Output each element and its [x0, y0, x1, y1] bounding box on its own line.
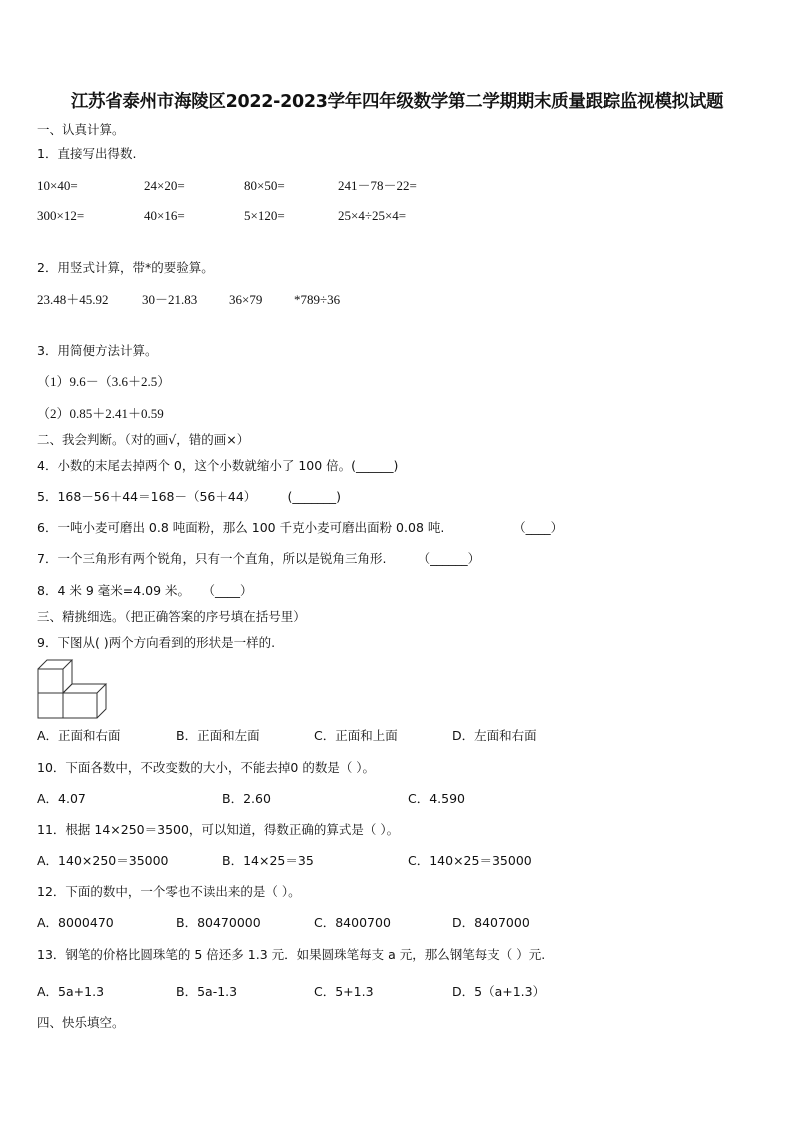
q11-option-b: B．14×25＝35 — [222, 853, 314, 868]
section-2-heading: 二、我会判断。（对的画√，错的画×） — [37, 432, 250, 447]
section-1-heading: 一、认真计算。 — [37, 122, 125, 137]
q11-option-a: A．140×250＝35000 — [37, 853, 169, 868]
q9-option-b: B．正面和左面 — [176, 728, 260, 743]
q13-stem: 13．钢笔的价格比圆珠笔的 5 倍还多 1.3 元．如果圆珠笔每支 a 元，那么钢笔每支（ ）元. — [37, 947, 546, 962]
q1-r2-c4: 25×4÷25×4= — [338, 208, 407, 223]
judge-q8: 8．4 米 9 毫米=4.09 米。 （____） — [37, 583, 253, 598]
q13-option-d: D．5（a+1.3） — [452, 984, 546, 999]
q2-stem: 2．用竖式计算，带*的要验算。 — [37, 260, 214, 275]
q12-option-c: C．8400700 — [314, 915, 391, 930]
judge-q5: 5．168－56＋44＝168－（56＋44） (_______) — [37, 489, 342, 504]
q2-item-1: 23.48＋45.92 — [37, 292, 109, 307]
q9-stem: 9．下图从( )两个方向看到的形状是一样的. — [37, 635, 276, 650]
q13-option-c: C．5+1.3 — [314, 984, 374, 999]
q13-option-b: B．5a-1.3 — [176, 984, 238, 999]
section-3-heading: 三、精挑细选。（把正确答案的序号填在括号里） — [37, 609, 306, 624]
q1-r1-c4: 241－78－22= — [338, 178, 417, 193]
q12-option-b: B．80470000 — [176, 915, 261, 930]
q10-stem: 10．下面各数中，不改变数的大小，不能去掉0 的数是（ ）。 — [37, 760, 376, 775]
q1-r2-c2: 40×16= — [144, 208, 185, 223]
q2-item-2: 30－21.83 — [142, 292, 198, 307]
q1-r1-c2: 24×20= — [144, 178, 185, 193]
judge-q4: 4．小数的末尾去掉两个 0，这个小数就缩小了 100 倍。(______) — [37, 458, 399, 473]
judge-q7: 7．一个三角形有两个锐角，只有一个直角，所以是锐角三角形. （______） — [37, 551, 481, 566]
q2-item-3: 36×79 — [229, 292, 263, 307]
q2-item-4: *789÷36 — [294, 292, 341, 307]
q3-item-1: （1）9.6－（3.6＋2.5） — [37, 374, 171, 389]
q11-stem: 11．根据 14×250＝3500，可以知道，得数正确的算式是（ ）。 — [37, 822, 400, 837]
q3-stem: 3．用简便方法计算。 — [37, 343, 158, 358]
q1-r1-c3: 80×50= — [244, 178, 285, 193]
q13-option-a: A．5a+1.3 — [37, 984, 105, 999]
q9-option-a: A．正面和右面 — [37, 728, 121, 743]
q10-option-c: C．4.590 — [408, 791, 466, 806]
q10-option-b: B．2.60 — [222, 791, 271, 806]
cube-figure — [37, 658, 109, 720]
q1-r1-c1: 10×40= — [37, 178, 78, 193]
q12-option-d: D．8407000 — [452, 915, 530, 930]
q10-option-a: A．4.07 — [37, 791, 86, 806]
judge-q6: 6．一吨小麦可磨出 0.8 吨面粉，那么 100 千克小麦可磨出面粉 0.08 吨. （____） — [37, 520, 564, 535]
q1-r2-c1: 300×12= — [37, 208, 85, 223]
page-title: 江苏省泰州市海陵区2022-2023学年四年级数学第二学期期末质量跟踪监视模拟试题 — [70, 92, 724, 112]
q11-option-c: C．140×25＝35000 — [408, 853, 532, 868]
q12-stem: 12．下面的数中，一个零也不读出来的是（ ）。 — [37, 884, 301, 899]
q3-item-2: （2）0.85＋2.41＋0.59 — [37, 406, 164, 421]
q9-option-d: D．左面和右面 — [452, 728, 537, 743]
q1-r2-c3: 5×120= — [244, 208, 285, 223]
q12-option-a: A．8000470 — [37, 915, 114, 930]
q9-option-c: C．正面和上面 — [314, 728, 398, 743]
section-4-heading: 四、快乐填空。 — [37, 1015, 125, 1030]
q1-stem: 1．直接写出得数. — [37, 146, 137, 161]
